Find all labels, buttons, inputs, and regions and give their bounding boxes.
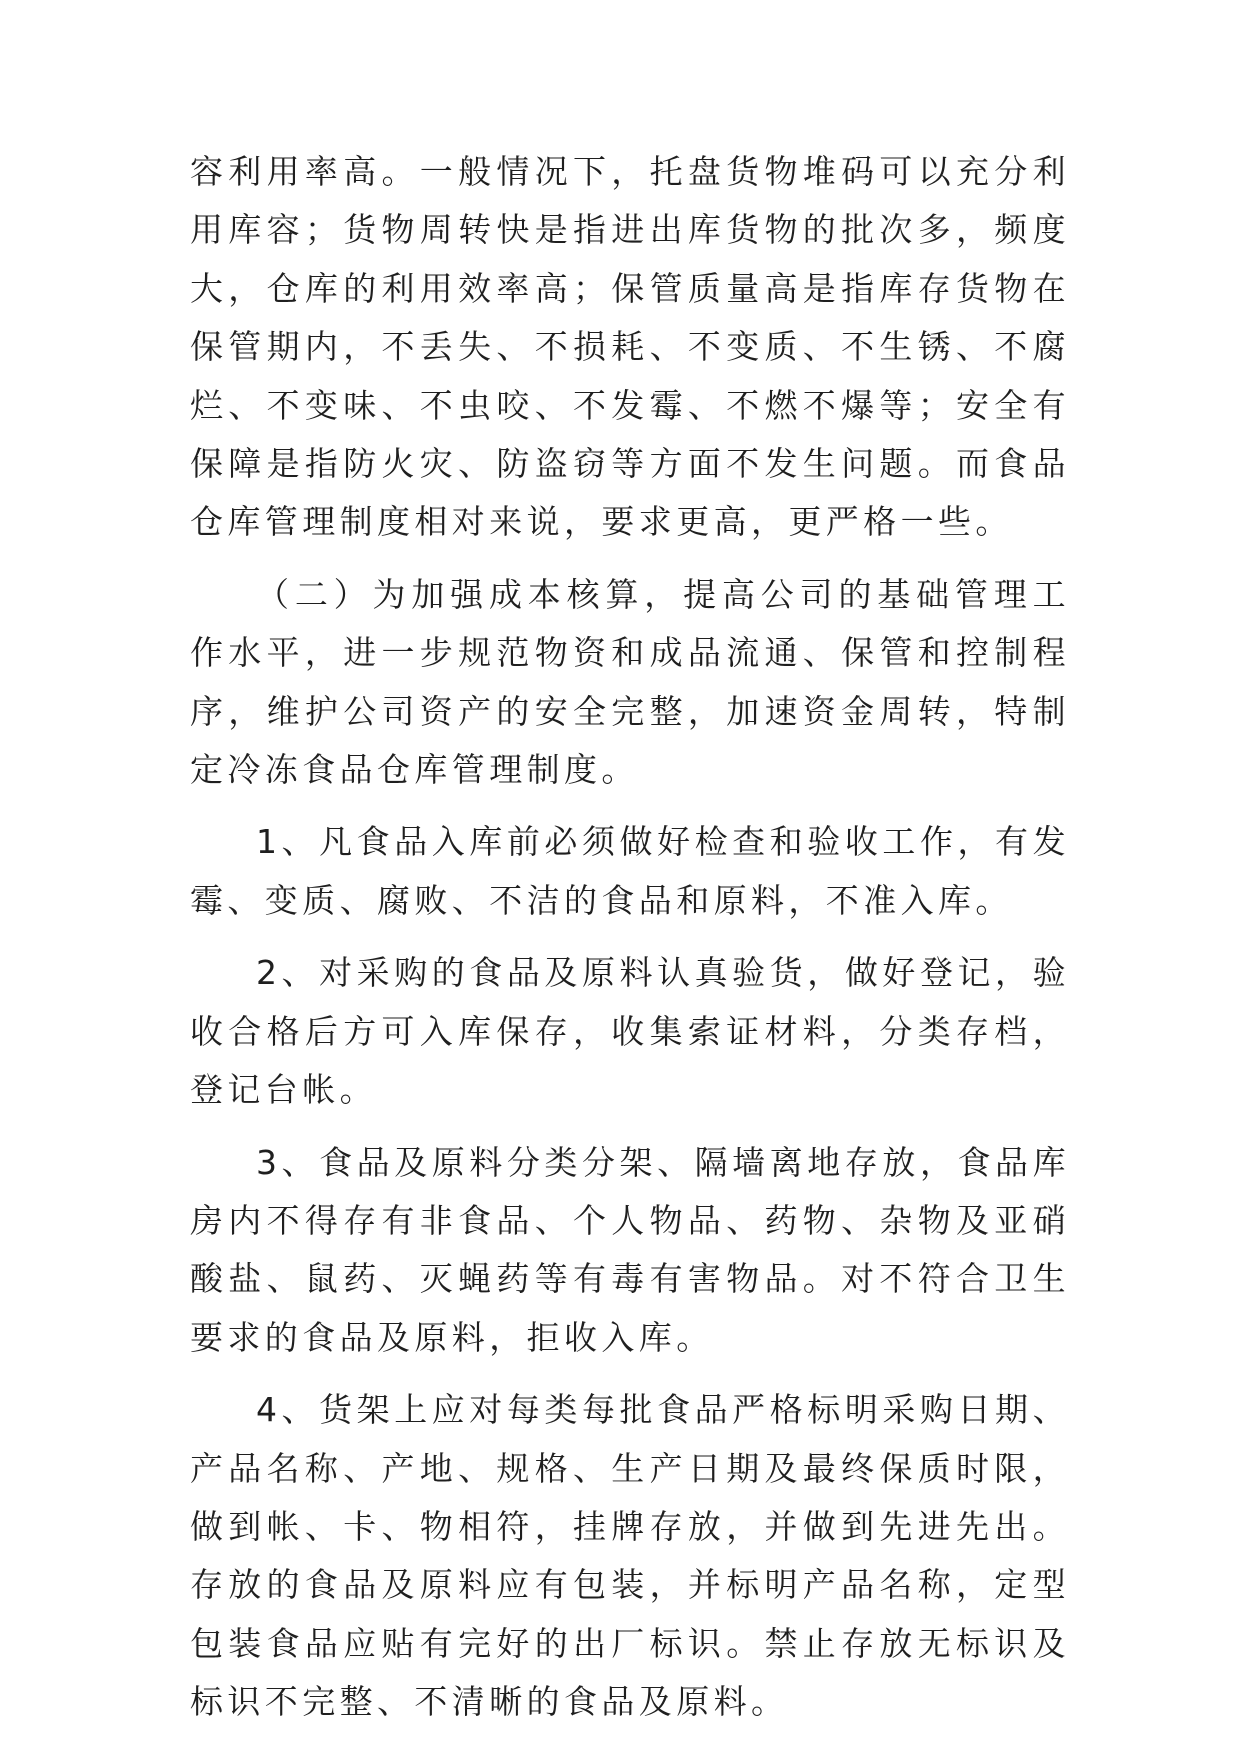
paragraph-item-2: 2、对采购的食品及原料认真验货，做好登记，验收合格后方可入库保存，收集索证材料，分类存档，登记台帐。 bbox=[190, 953, 1070, 1110]
document-body bbox=[190, 143, 1070, 1732]
paragraph-item-3: 3、食品及原料分类分架、隔墙离地存放，食品库房内不得存有非食品、个人物品、药物、杂物及亚硝酸盐、鼠药、灭蝇药等有毒有害物品。对不符合卫生要求的食品及原料，拒收入库。 bbox=[190, 1142, 1070, 1357]
paragraph-item-4: 4、货架上应对每类每批食品严格标明采购日期、产品名称、产地、规格、生产日期及最终保质时限，做到帐、卡、物相符，挂牌存放，并做到先进先出。存放的食品及原料应有包装，并标明产品名称，定型包装食品应贴有完好的出厂标识。禁止存放无标识及标识不完整、不清晰的食品及原料。 bbox=[190, 1390, 1070, 1722]
paragraph-item-1: 1、凡食品入库前必须做好检查和验收工作，有发霉、变质、腐败、不洁的食品和原料，不准入库。 bbox=[190, 822, 1070, 920]
paragraph-section-two: （二）为加强成本核算，提高公司的基础管理工作水平，进一步规范物资和成品流通、保管和控制程序，维护公司资产的安全完整，加速资金周转，特制定冷冻食品仓库管理制度。 bbox=[190, 574, 1070, 790]
paragraph-continuation: 容利用率高。一般情况下，托盘货物堆码可以充分利用库容；货物周转快是指进出库货物的批次多，频度大，仓库的利用效率高；保管质量高是指库存货物在保管期内，不丢失、不损耗、不变质、不生锈、不腐烂、不变味、不虫咬、不发霉、不燃不爆等；安全有保障是指防火灾、防盗窃等方面不发生问题。而食品仓库管理制度相对来说，要求更高，更严格一些。 bbox=[190, 152, 1070, 542]
